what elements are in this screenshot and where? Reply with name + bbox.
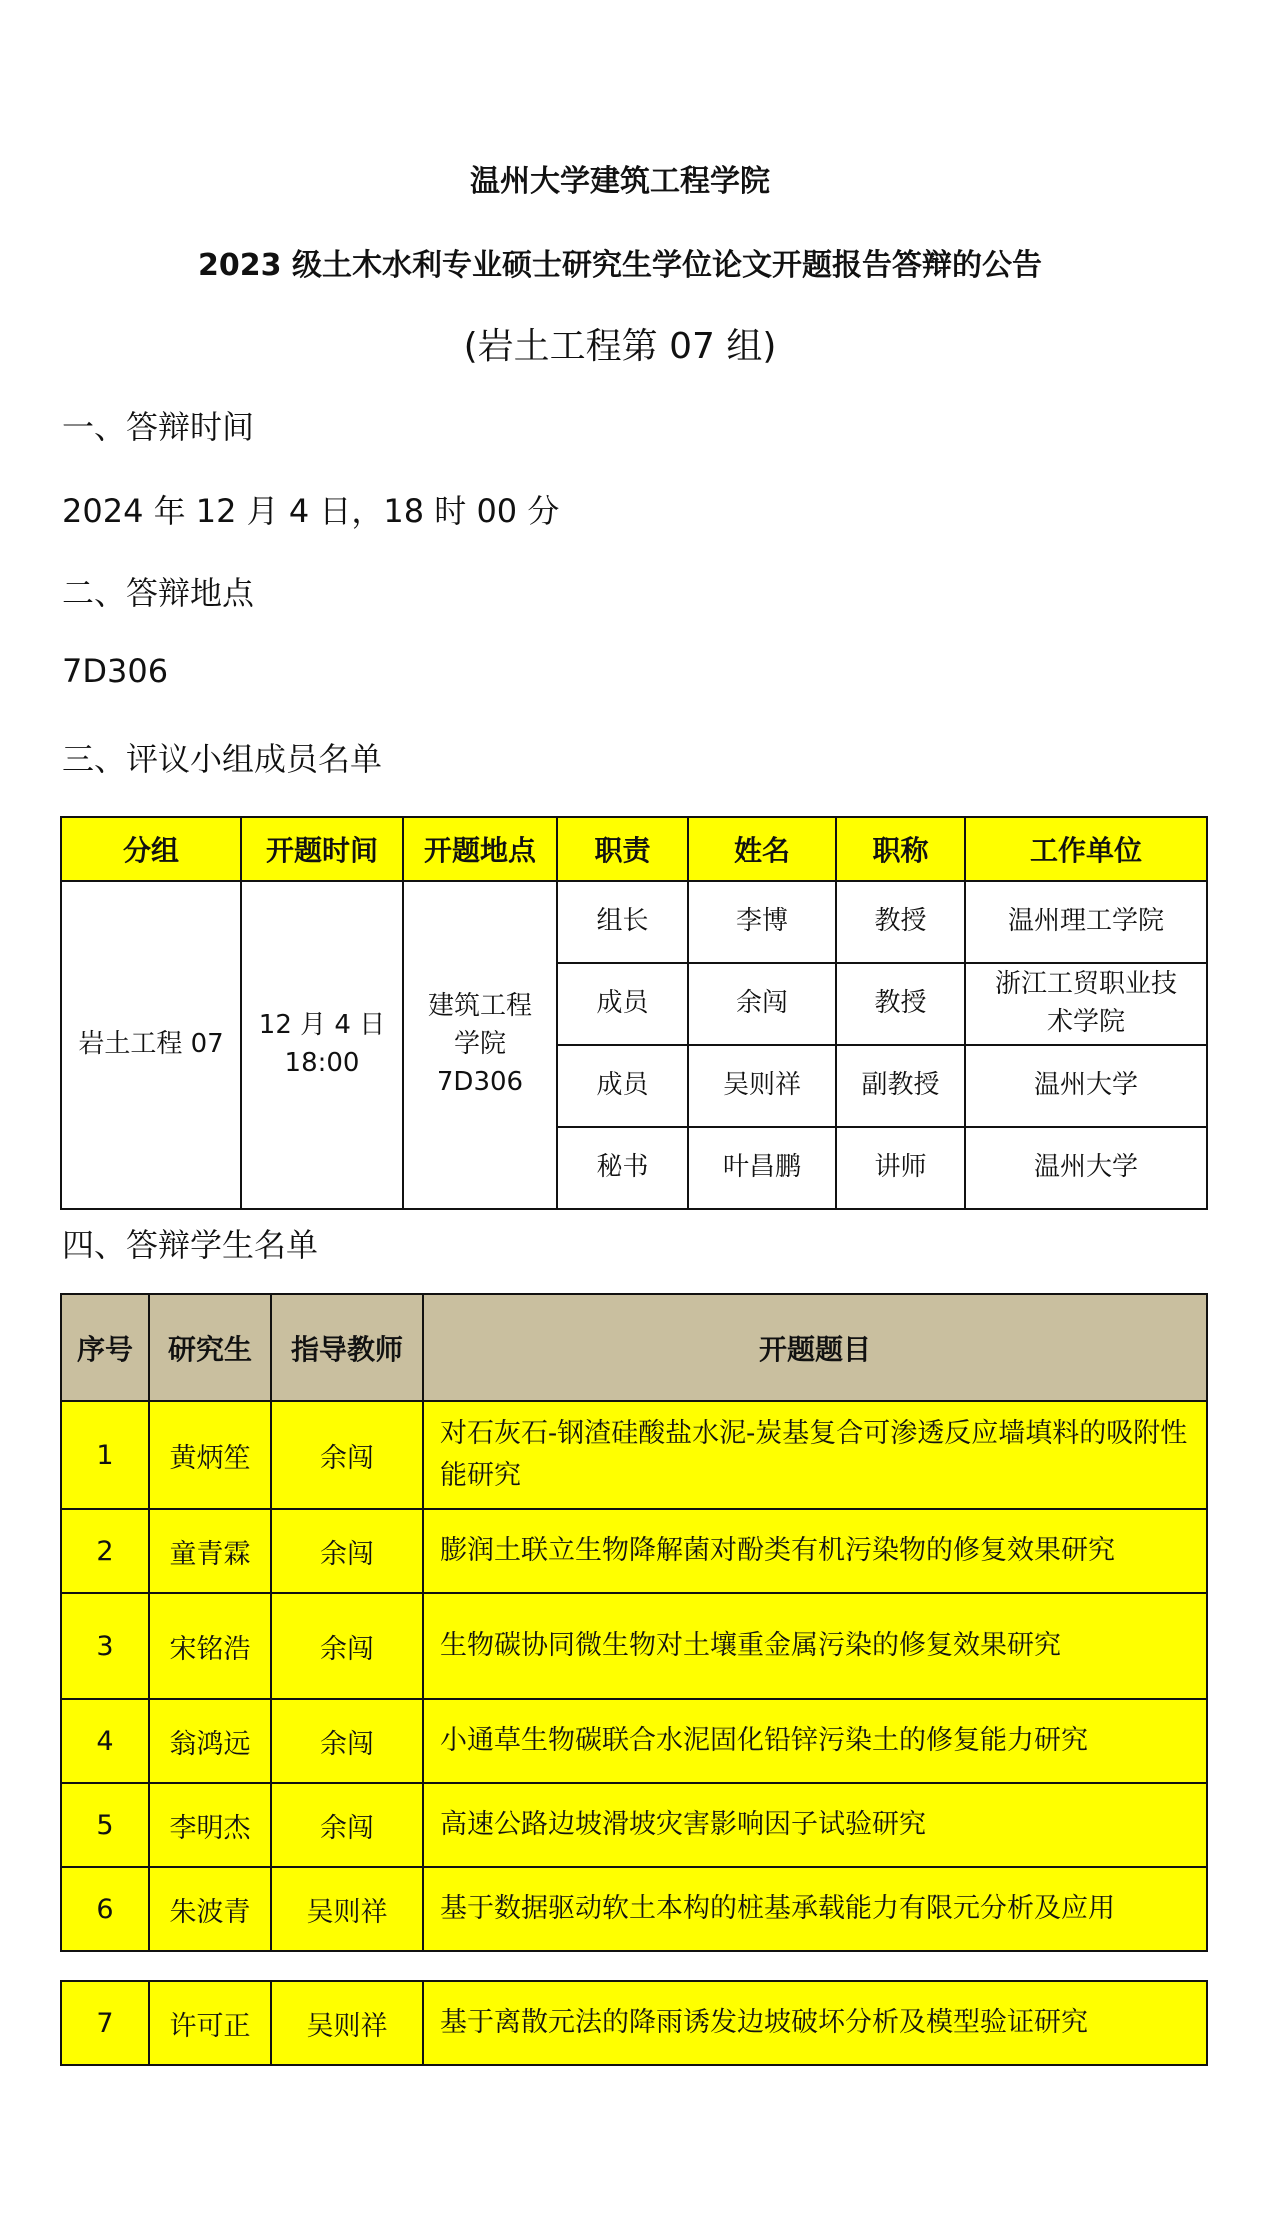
member-role: 成员 [557, 963, 688, 1045]
committee-group: 岩土工程 07 [61, 881, 241, 1209]
time-value: 2024 年 12 月 4 日，18 时 00 分 [62, 492, 560, 530]
header-student: 研究生 [149, 1294, 271, 1401]
student-topic: 基于离散元法的降雨诱发边坡破坏分析及模型验证研究 [423, 1981, 1207, 2065]
student-advisor: 余闯 [271, 1509, 423, 1593]
member-title: 教授 [836, 963, 965, 1045]
student-row [61, 1509, 1207, 1593]
member-name: 叶昌鹏 [688, 1127, 836, 1209]
student-topic: 小通草生物碳联合水泥固化铅锌污染土的修复能力研究 [423, 1699, 1207, 1783]
students-table-continued [60, 1980, 1208, 2066]
student-row [61, 1401, 1207, 1509]
student-advisor: 余闯 [271, 1783, 423, 1867]
student-name: 朱波青 [149, 1867, 271, 1951]
student-topic: 生物碳协同微生物对土壤重金属污染的修复效果研究 [423, 1593, 1207, 1699]
student-topic: 对石灰石-钢渣硅酸盐水泥-炭基复合可渗透反应墙填料的吸附性能研究 [423, 1401, 1207, 1509]
member-role: 秘书 [557, 1127, 688, 1209]
place-value: 7D306 [62, 652, 169, 690]
time-heading: 一、答辩时间 [62, 408, 255, 446]
student-name: 宋铭浩 [149, 1593, 271, 1699]
member-unit: 温州大学 [965, 1127, 1207, 1209]
students-table [60, 1293, 1208, 1952]
committee-header-row [61, 817, 1207, 881]
student-name: 许可正 [149, 1981, 271, 2065]
student-row [61, 1593, 1207, 1699]
student-advisor: 余闯 [271, 1699, 423, 1783]
member-name: 吴则祥 [688, 1045, 836, 1127]
student-topic: 基于数据驱动软土本构的桩基承载能力有限元分析及应用 [423, 1867, 1207, 1951]
committee-time: 12 月 4 日 18:00 [241, 881, 403, 1209]
committee-table [60, 816, 1208, 1210]
student-advisor: 吴则祥 [271, 1981, 423, 2065]
student-topic: 高速公路边坡滑坡灾害影响因子试验研究 [423, 1783, 1207, 1867]
committee-heading: 三、评议小组成员名单 [62, 740, 383, 778]
header-advisor: 指导教师 [271, 1294, 423, 1401]
institution-title: 温州大学建筑工程学院 [470, 164, 770, 199]
header-unit: 工作单位 [965, 817, 1207, 881]
students-heading: 四、答辩学生名单 [62, 1226, 319, 1264]
student-row [61, 1867, 1207, 1951]
student-row [61, 1783, 1207, 1867]
member-role: 组长 [557, 881, 688, 963]
student-row [61, 1981, 1207, 2065]
student-number: 4 [61, 1699, 149, 1783]
student-name: 黄炳笙 [149, 1401, 271, 1509]
committee-place: 建筑工程 学院 7D306 [403, 881, 557, 1209]
member-title: 教授 [836, 881, 965, 963]
student-number: 7 [61, 1981, 149, 2065]
student-row [61, 1699, 1207, 1783]
header-place: 开题地点 [403, 817, 557, 881]
header-group: 分组 [61, 817, 241, 881]
student-number: 5 [61, 1783, 149, 1867]
header-time: 开题时间 [241, 817, 403, 881]
member-unit: 温州理工学院 [965, 881, 1207, 963]
announcement-title: 2023 级土木水利专业硕士研究生学位论文开题报告答辩的公告 [198, 248, 1042, 283]
student-number: 6 [61, 1867, 149, 1951]
header-name: 姓名 [688, 817, 836, 881]
header-title: 职称 [836, 817, 965, 881]
students-header-row [61, 1294, 1207, 1401]
member-role: 成员 [557, 1045, 688, 1127]
student-number: 3 [61, 1593, 149, 1699]
header-topic: 开题题目 [423, 1294, 1207, 1401]
member-unit: 温州大学 [965, 1045, 1207, 1127]
member-title: 讲师 [836, 1127, 965, 1209]
place-heading: 二、答辩地点 [62, 574, 255, 612]
student-name: 李明杰 [149, 1783, 271, 1867]
student-advisor: 余闯 [271, 1593, 423, 1699]
header-role: 职责 [557, 817, 688, 881]
member-name: 李博 [688, 881, 836, 963]
group-subtitle: (岩土工程第 07 组) [463, 326, 777, 367]
student-advisor: 吴则祥 [271, 1867, 423, 1951]
student-topic: 膨润土联立生物降解菌对酚类有机污染物的修复效果研究 [423, 1509, 1207, 1593]
member-title: 副教授 [836, 1045, 965, 1127]
member-name: 余闯 [688, 963, 836, 1045]
member-unit: 浙江工贸职业技术学院 [965, 963, 1207, 1045]
header-number: 序号 [61, 1294, 149, 1401]
student-name: 童青霖 [149, 1509, 271, 1593]
student-advisor: 余闯 [271, 1401, 423, 1509]
student-number: 2 [61, 1509, 149, 1593]
committee-row [61, 881, 1207, 963]
student-name: 翁鸿远 [149, 1699, 271, 1783]
student-number: 1 [61, 1401, 149, 1509]
